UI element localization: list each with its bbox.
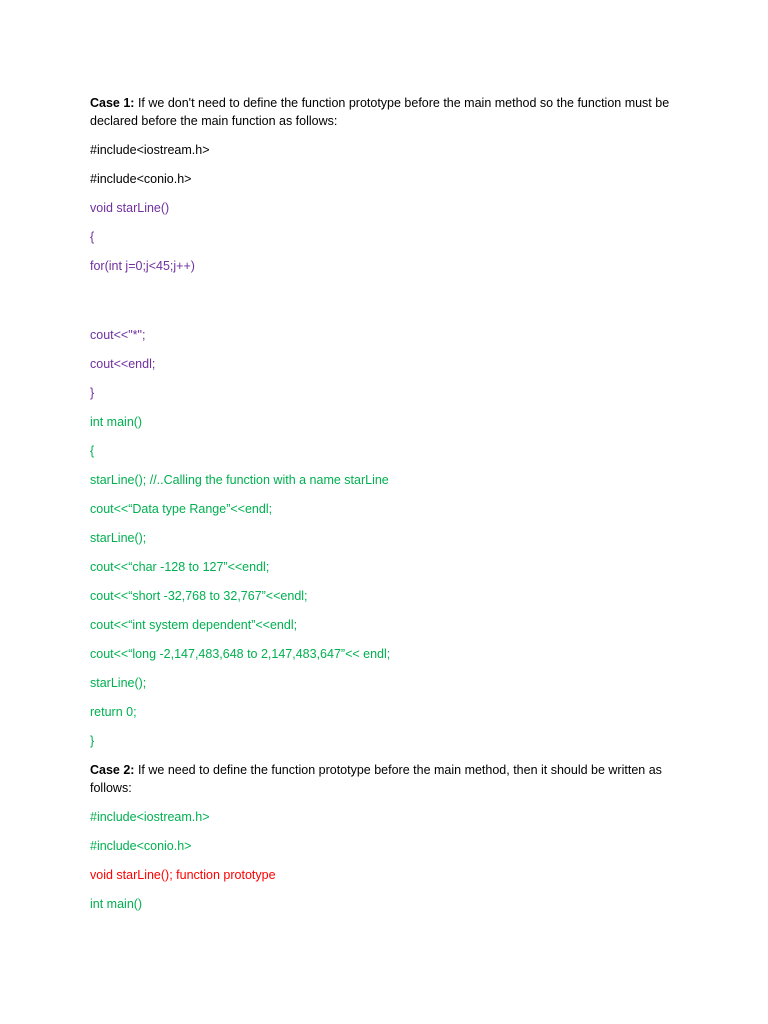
code-line: return 0;	[90, 705, 137, 719]
code-block-case-1	[90, 141, 680, 750]
code-line: starLine();	[90, 531, 147, 545]
code-line: starLine(); //..Calling the function with a name starLine	[90, 473, 389, 487]
code-line: #include<conio.h>	[90, 839, 192, 853]
code-line: #include<iostream.h>	[90, 143, 210, 157]
code-line: }	[90, 386, 95, 400]
code-line: cout<<"*";	[90, 328, 146, 342]
code-line: cout<<“Data type Range”<<endl;	[90, 502, 273, 516]
code-line: void starLine(); function prototype	[90, 868, 276, 882]
code-line: cout<<“long -2,147,483,648 to 2,147,483,647”<< endl;	[90, 647, 391, 661]
case-2-label: Case 2:	[90, 763, 135, 777]
code-line: cout<<“char -128 to 127”<<endl;	[90, 560, 270, 574]
code-line	[90, 286, 680, 315]
code-line: {	[90, 444, 95, 458]
code-line: cout<<“int system dependent”<<endl;	[90, 618, 298, 632]
case-1-paragraph	[90, 94, 680, 130]
case-1-description: If we don't need to define the function prototype before the main method so the function must be declared before the main function as follows:	[90, 96, 670, 128]
code-line: int main()	[90, 415, 143, 429]
code-line: for(int j=0;j<45;j++)	[90, 259, 195, 273]
code-line: #include<conio.h>	[90, 172, 192, 186]
code-line: starLine();	[90, 676, 147, 690]
code-line: void starLine()	[90, 201, 170, 215]
case-2-paragraph	[90, 761, 680, 797]
code-line: cout<<“short -32,768 to 32,767”<<endl;	[90, 589, 308, 603]
code-line: cout<<endl;	[90, 357, 156, 371]
code-line: {	[90, 230, 95, 244]
code-block-case-2	[90, 808, 680, 913]
code-line: int main()	[90, 897, 143, 911]
code-line: #include<iostream.h>	[90, 810, 210, 824]
document-page	[90, 94, 680, 924]
case-2-description: If we need to define the function prototype before the main method, then it should be written as follows:	[90, 763, 662, 795]
code-line: }	[90, 734, 95, 748]
case-1-label: Case 1:	[90, 96, 135, 110]
